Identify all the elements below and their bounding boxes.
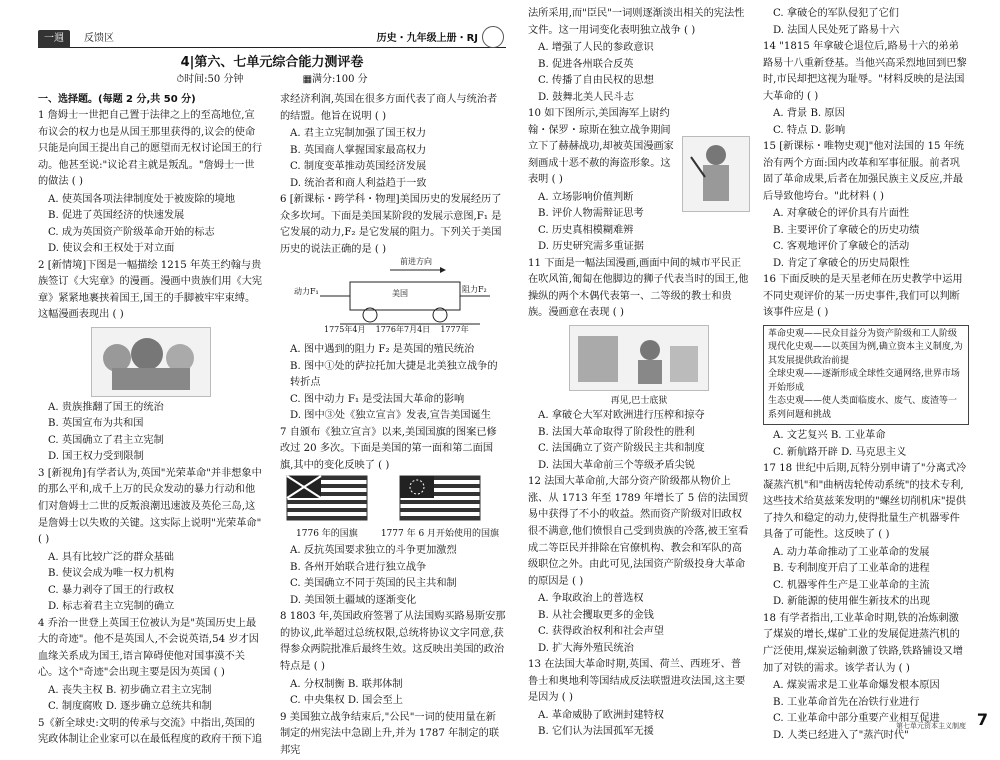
section-heading: 一、选择题。(每题 2 分,共 50 分)	[38, 94, 196, 105]
option: B. 各州开始联合进行独立战争	[290, 561, 427, 573]
brand-badge: 一週	[38, 30, 70, 48]
flag-1777	[381, 476, 499, 541]
feedback-label: 反馈区	[84, 33, 114, 44]
car-body-label: 美国	[392, 289, 408, 299]
option: D. 扩大海外殖民统治	[538, 642, 634, 654]
option: A. 具有比较广泛的群众基础	[48, 551, 174, 563]
bastille-image	[570, 326, 708, 390]
option: D. 鼓舞北美人民斗志	[538, 91, 634, 103]
option: C. 英国确立了君主立宪制	[48, 434, 164, 446]
clock-icon: ⏱时间:50 分钟	[176, 74, 244, 85]
option: C. 中央集权 D. 国会至上	[290, 695, 403, 707]
option: B. 专利制度开启了工业革命的进程	[773, 563, 930, 575]
option: D. 标志着君主立宪制的确立	[48, 601, 175, 613]
bastille-caption: 再见,巴士底狱	[610, 395, 668, 406]
option: C. 制度腐败 D. 逐步确立总统共和制	[48, 701, 212, 713]
option: D. 新能源的使用催生新技术的出现	[773, 596, 930, 608]
option: B. 工业革命首先在冶铁行业进行	[773, 696, 920, 708]
option: A. 君主立宪制加强了国王权力	[290, 128, 427, 140]
question-text: 12 法国大革命前,大部分资产阶级都从物价上涨、从 1713 年至 1789 年增长了 5 倍的法国贸易中获得了不小的收益。然而资产阶级对旧政权很不满意,他们愤恨自己受到贵族的冷落,被王室看成二等臣民并排除在官僚机构、教会和军队的高级职位之外。由此可见,法国资产阶级投身大革命的原因是 ( )	[528, 476, 749, 587]
column-1	[38, 92, 264, 750]
option: C. 暴力剥夺了国王的行政权	[48, 584, 174, 596]
question-text: 5《新全球史:文明的传承与交流》中指出,英国的宪政体制让企业家可以在最低程度的政府干预下追	[38, 717, 263, 746]
option: A. 使英国各项法律制度处于被废除的境地	[48, 193, 236, 205]
option: D. 法国人民处死了路易十六	[773, 24, 900, 36]
option: D. 国王权力受到限制	[48, 451, 144, 463]
total-score: 满分:100 分	[312, 74, 368, 85]
option: C. 制度变革推动英国经济发展	[290, 161, 427, 173]
car-direction-label: 前进方向	[400, 257, 432, 267]
option: C. 拿破仑的军队侵犯了它们	[773, 8, 899, 19]
option: B. 促进各州联合反英	[538, 58, 634, 70]
historiography-box	[763, 325, 969, 426]
car-dates-label: 1775年4月 1776年7月4日 1777年	[324, 325, 469, 335]
option: A. 革命威胁了欧洲封建特权	[538, 709, 664, 721]
question-text: 1 詹姆士一世把自己置于法律之上的至高地位,宣布议会的权力也是从国王那里获得的,议会的使命只能是向国王提出自己的愿望而无权讨论国王的行动。他甚至说:"议论君主就是叛乱。"詹姆士一世的做法 ( )	[38, 110, 263, 188]
question-text: 15 [新课标・唯物史观]"他对法国的 15 年统治有两个方面:国内改革和军事征服。前者巩固了革命成果,后者在加强民族主义反应,并最后导致他垮台。"此材料 ( )	[763, 141, 965, 202]
option: C. 美国确立不同于英国的民主共和制	[290, 578, 457, 590]
option: B. 从社会攫取更多的金钱	[538, 609, 654, 621]
option: A. 丧失主权 B. 初步确立君主立宪制	[48, 684, 212, 696]
option: D. 统治者和商人利益趋于一致	[290, 177, 427, 189]
car-f1-label: 动力F₁	[294, 287, 319, 297]
option: A. 分权制衡 B. 联邦体制	[290, 678, 403, 690]
option: B. 促进了英国经济的快速发展	[48, 210, 185, 222]
option: A. 反抗英国要求独立的斗争更加激烈	[290, 545, 457, 557]
option: C. 成为英国资产阶级革命开始的标志	[48, 226, 215, 238]
option: B. 英国商人掌握国家最高权力	[290, 144, 427, 156]
option: A. 背景 B. 原因	[773, 108, 845, 120]
option: B. 图中①处的萨拉托加大捷是北美独立战争的转折点	[290, 360, 498, 389]
option: D. 人类已经进入了"蒸汽时代"	[773, 729, 909, 741]
pirate-image	[683, 137, 749, 211]
q10-block	[528, 106, 750, 256]
course-label: 历史・九年级上册・RJ	[376, 33, 478, 44]
flag-1776-caption: 1776 年的国旗	[296, 528, 358, 539]
option: C. 特点 D. 影响	[773, 124, 846, 136]
flag-1776-image	[287, 476, 367, 520]
question-text: 3 [新视角]有学者认为,英国"光荣革命"并非想象中的那么平和,成千上万的民众发动的暴力行动和他们对詹姆士二世的反叛浪潮迅速波及英伦三岛,这是詹姆士以失败的关键。这实际上说明"光荣革命" ( )	[38, 467, 262, 546]
bastille-cartoon	[569, 325, 709, 391]
option: C. 法国确立了资产阶级民主共和制度	[538, 443, 705, 455]
option: A. 图中遇到的阻力 F₂ 是英国的殖民统治	[290, 344, 475, 356]
question-text: 法所采用,而"臣民"一词则逐渐淡出相关的宪法性文件。这一用词变化表明独立战争 ( )	[528, 8, 745, 36]
option: C. 获得政治权利和社会声望	[538, 626, 664, 638]
option: C. 客观地评价了拿破仑的活动	[773, 241, 910, 253]
question-text: 16 下面反映的是天星老师在历史教学中运用不同史观评价的某一历史事件,我们可以判断该事件应是 ( )	[763, 274, 963, 319]
column-3	[528, 6, 750, 741]
question-text: 14 "1815 年拿破仑退位后,路易十六的弟弟路易十八重新登基。当他兴高采烈地回到巴黎时,市民却把这视为耻辱。"材料反映的是法国大革命的 ( )	[763, 41, 967, 102]
exam-meta	[38, 72, 506, 88]
question-text: 17 18 世纪中后期,瓦特分别申请了"分离式冷凝蒸汽机"和"曲柄齿轮传动系统"的技术专利,这些技术给莫兹莱发明的"螺丝切削机床"提供了持久和稳定的动力,使得批量生产机器零件具备了可能性。这反映了 ( )	[763, 463, 967, 541]
box-line: 革命史观——民众目益分为资产阶级和工人阶级	[768, 328, 958, 339]
option: B. 英国宣布为共和国	[48, 418, 144, 430]
option: D. 法国大革命前三个等级矛盾尖锐	[538, 459, 695, 471]
mascot-icon	[482, 26, 504, 48]
box-line: 全球史观——逐渐形成全球性交通网络,世界市场开始形成	[768, 369, 960, 393]
magna-carta-cartoon	[91, 327, 211, 397]
option: A. 动力革命推动了工业革命的发展	[773, 546, 930, 558]
option: D. 美国领土疆域的逐渐变化	[290, 594, 417, 606]
option: B. 评价人物需辩证思考	[538, 208, 644, 220]
option: A. 争取政治上的普选权	[538, 593, 644, 605]
pirate-cartoon	[682, 136, 750, 212]
car-diagram	[280, 257, 506, 340]
car-f2-label: 阻力F₂	[462, 285, 487, 295]
column-2	[280, 92, 506, 760]
option: D. 肯定了拿破仑的历史局限性	[773, 257, 910, 269]
exam-title: 4|第六、七单元综合能力测评卷	[180, 55, 364, 70]
option: D. 使议会和王权处于对立面	[48, 243, 175, 255]
question-text: 18 有学者指出,工业革命时期,铁的冶炼刺激了煤炭的增长,煤矿工业的发展促进蒸汽机的广泛使用,煤炭运输刺激了铁路,铁路铺设又增加了对铁的需求。该学者认为 ( )	[763, 612, 964, 674]
flags-figure	[280, 476, 506, 541]
option: C. 历史真相模糊难辨	[538, 224, 634, 236]
option: A. 贵族推翻了国王的统治	[48, 401, 164, 413]
page-header	[38, 30, 506, 48]
option: D. 历史研究需多重证据	[538, 241, 644, 253]
question-text: 6 [新课标・跨学科・物理]美国历史的发展经历了众多坎坷。下面是美国某阶段的发展示意图,F₁ 是它发展的动力,F₂ 是它发展的阻力。下列关于美国历史的说法正确的是 ( )	[280, 194, 502, 255]
question-text: 4 乔治一世登上英国王位被认为是"英国历史上最大的奇迹"。他不是英国人,不会说英语,54 岁才因血缘关系成为国王,语言障碍使他对国事漠不关心。这个"奇迹"会出现主要是因为英国 ( )	[38, 617, 259, 679]
option: C. 机器零件生产是工业革命的主流	[773, 579, 930, 591]
box-line: 现代化史观——以英国为例,确立资本主义制度,为其发展提供政治前提	[768, 342, 963, 366]
option: D. 图中③处《独立宣言》发表,宣告美国诞生	[290, 410, 491, 422]
option: C. 图中动力 F₁ 是受法国大革命的影响	[290, 393, 465, 405]
option: A. 煤炭需求是工业革命爆发根本原因	[773, 680, 940, 692]
question-text: 8 1803 年,英国政府签署了从法国购买路易斯安那的协议,此举超过总统权限,总统将协议文字同意,获得参众两院批准后最终生效。这反映出美国的政治特点是 ( )	[280, 611, 506, 672]
option: C. 工业革命中部分重要产业相互促进	[773, 713, 940, 725]
option: B. 使议会成为唯一权力机构	[48, 568, 175, 580]
option: A. 立场影响价值判断	[538, 191, 634, 203]
flag-1777-image	[400, 476, 480, 520]
flag-1777-caption: 1777 年 6 月开始使用的国旗	[380, 528, 500, 539]
option: B. 法国大革命取得了阶段性的胜利	[538, 426, 695, 438]
option: A. 对拿破仑的评价具有片面性	[773, 208, 910, 220]
question-text: 2 [新情境]下图是一幅描绘 1215 年英王约翰与贵族签订《大宪章》的漫画。漫画中贵族们用《大宪章》紧紧地裹挟着国王,国王的手脚被牢牢束缚。这幅漫画表现出 ( )	[38, 259, 263, 321]
option: C. 传播了自由民权的思想	[538, 75, 654, 87]
question-text: 10 如下图所示,美国海军上尉约翰・保罗・琼斯在独立战争期间立下了赫赫战功,却被英国漫画家刻画成十恶不赦的海盗形象。这表明 ( )	[528, 108, 674, 186]
time-limit: 时间:50 分钟	[184, 74, 244, 85]
cartoon-image	[92, 328, 210, 396]
question-text: 13 在法国大革命时期,英国、荷兰、西班牙、普鲁士和奥地利等国结成反法联盟进攻法国,这主要是因为 ( )	[528, 659, 746, 704]
option: A. 拿破仑大军对欧洲进行压榨和掠夺	[538, 410, 705, 422]
option: B. 它们认为法国孤军无援	[538, 726, 654, 738]
column-4	[763, 6, 969, 744]
option: C. 新航路开辟 D. 马克思主义	[773, 446, 907, 458]
option: A. 增强了人民的参政意识	[538, 42, 654, 54]
question-text: 9 美国独立战争结束后,"公民"一词的使用量在新制定的州宪法中急剧上升,并为 1787 年制定的联邦宪	[280, 711, 500, 756]
score-icon: ▦满分:100 分	[302, 74, 368, 85]
flag-1776	[287, 476, 367, 541]
box-line: 生态史观——使人类面临废水、废气、废渣等一系列问题和挑战	[768, 396, 958, 420]
footer-tag: 第七单元资本主义制度	[896, 722, 966, 731]
page-number: 7	[976, 710, 988, 730]
question-text: 求经济利润,英国在很多方面代表了商人与统治者的结盟。他旨在说明 ( )	[280, 94, 498, 122]
question-text: 7 自颁布《独立宣言》以来,美国国旗的图案已修改过 20 多次。下面是美国的第一面和第二面国旗,其中的变化反映了 ( )	[280, 426, 497, 471]
question-text: 11 下面是一幅法国漫画,画面中间的城市平民正在吹风笛,匍匐在他脚边的狮子代表当时的国王,他操纵的两个木偶代表第一、二等级的教士和贵族。漫画意在表现 ( )	[528, 257, 749, 319]
option: A. 文艺复兴 B. 工业革命	[773, 430, 886, 442]
option: B. 主要评价了拿破仑的历史功绩	[773, 224, 920, 236]
